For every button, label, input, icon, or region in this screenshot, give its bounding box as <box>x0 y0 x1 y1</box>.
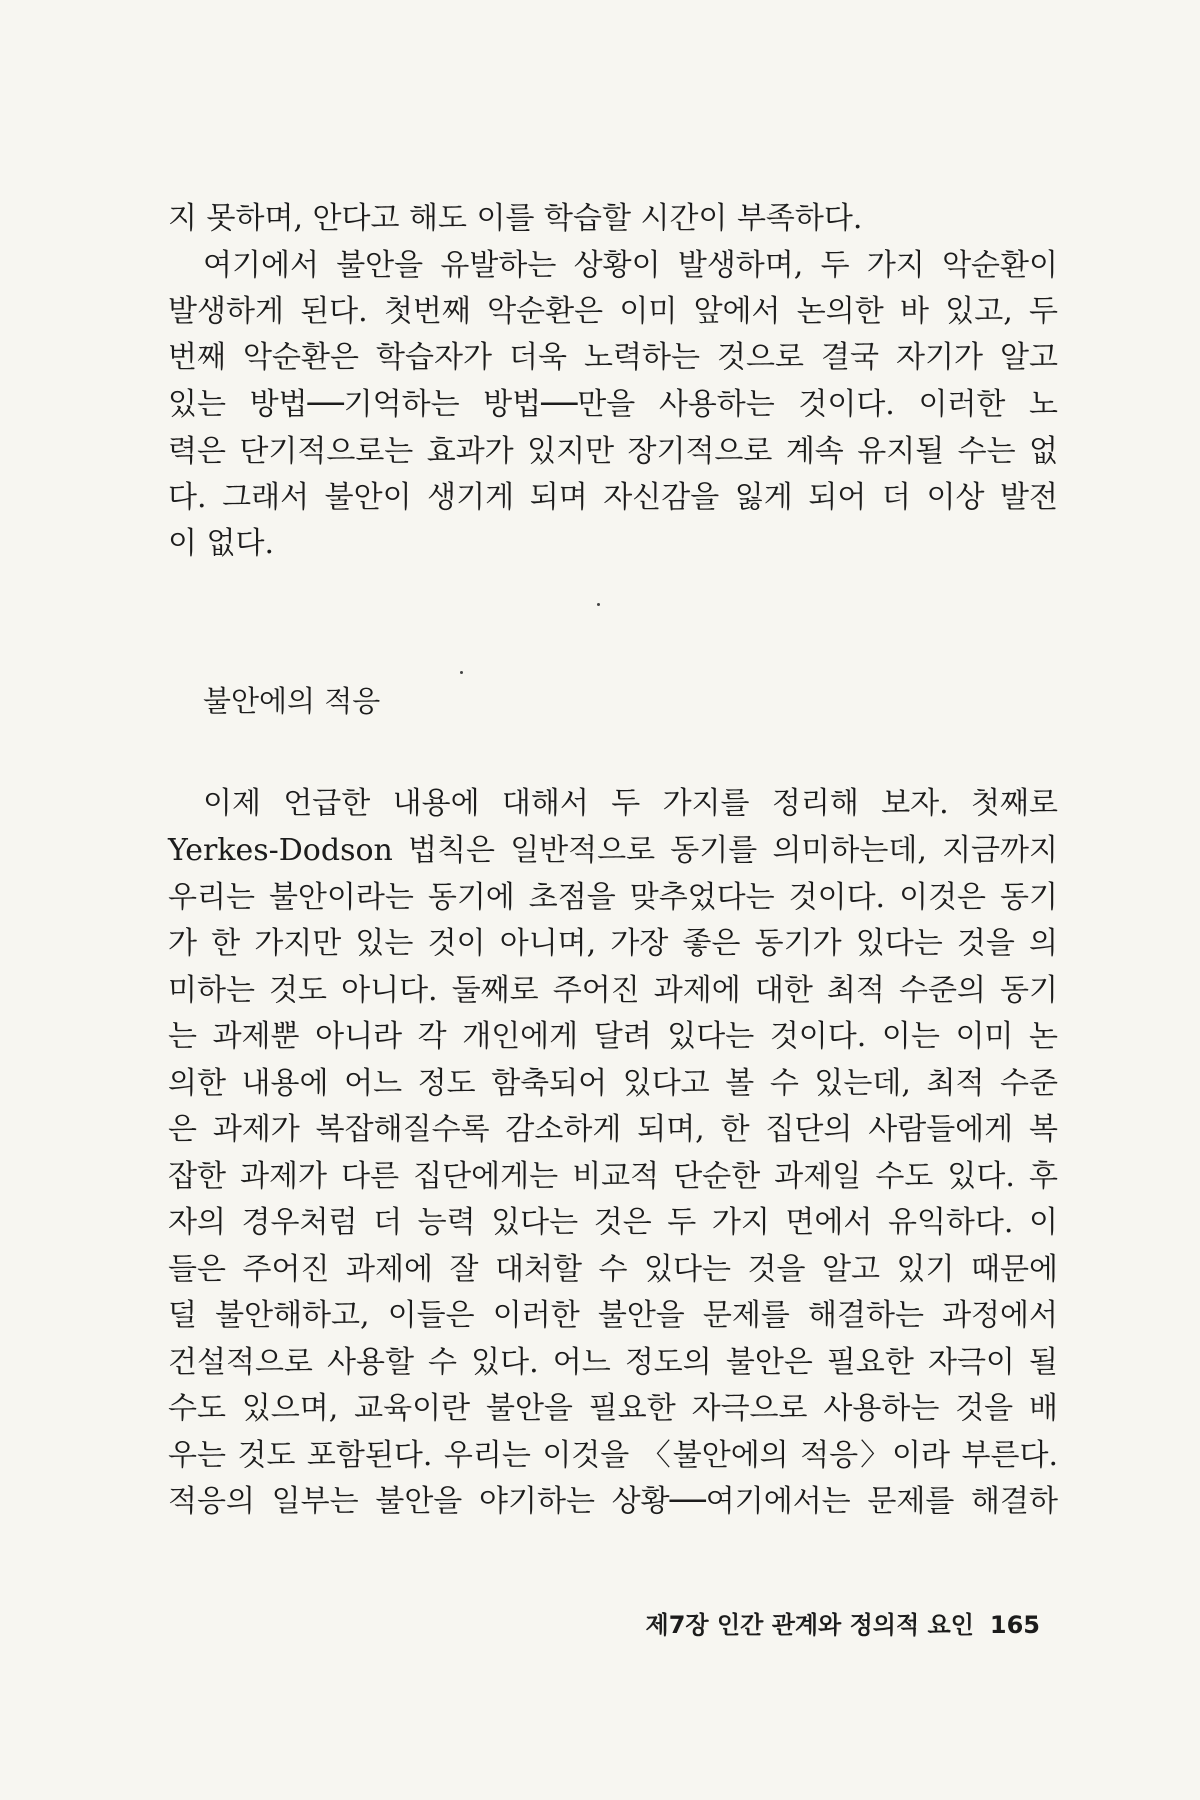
text-line: 잡한 과제가 다른 집단에게는 비교적 단순한 과제일 수도 있다. 후 <box>168 1159 1058 1194</box>
text-line: 가 한 가지만 있는 것이 아니며, 가장 좋은 동기가 있다는 것을 의 <box>168 926 1058 961</box>
text-line: 덜 불안해하고, 이들은 이러한 불안을 문제를 해결하는 과정에서 <box>168 1298 1058 1333</box>
text-line: 수도 있으며, 교육이란 불안을 필요한 자극으로 사용하는 것을 배 <box>168 1391 1058 1426</box>
text-line: 는 과제뿐 아니라 각 개인에게 달려 있다는 것이다. 이는 이미 논 <box>168 1019 1058 1054</box>
text-line: 우리는 불안이라는 동기에 초점을 맞추었다는 것이다. 이것은 동기 <box>168 880 1058 915</box>
text-line: 이제 언급한 내용에 대해서 두 가지를 정리해 보자. 첫째로 <box>203 786 1058 821</box>
text-line: 여기에서 불안을 유발하는 상황이 발생하며, 두 가지 악순환이 <box>203 248 1058 283</box>
text-line: 건설적으로 사용할 수 있다. 어느 정도의 불안은 필요한 자극이 될 <box>168 1345 1058 1380</box>
page-number: 165 <box>989 1611 1040 1639</box>
page-footer <box>620 1609 1040 1641</box>
text-line: 적응의 일부는 불안을 야기하는 상황──여기에서는 문제를 해결하 <box>168 1484 1058 1519</box>
text-line: 이 없다. <box>168 526 275 561</box>
text-line: Yerkes-Dodson 법칙은 일반적으로 동기를 의미하는데, 지금까지 <box>168 833 1058 868</box>
text-line: 발생하게 된다. 첫번째 악순환은 이미 앞에서 논의한 바 있고, 두 <box>168 294 1058 329</box>
section-heading: 불안에의 적응 <box>203 684 381 718</box>
scan-speck <box>597 603 600 606</box>
text-line: 번째 악순환은 학습자가 더욱 노력하는 것으로 결국 자기가 알고 <box>168 340 1058 375</box>
text-line: 력은 단기적으로는 효과가 있지만 장기적으로 계속 유지될 수는 없 <box>168 434 1058 469</box>
text-line: 다. 그래서 불안이 생기게 되며 자신감을 잃게 되어 더 이상 발전 <box>168 480 1058 515</box>
text-line: 우는 것도 포함된다. 우리는 이것을 〈불안에의 적응〉이라 부른다. <box>168 1438 1058 1473</box>
text-line: 있는 방법──기억하는 방법──만을 사용하는 것이다. 이러한 노 <box>168 387 1058 422</box>
text-line: 지 못하며, 안다고 해도 이를 학습할 시간이 부족하다. <box>168 201 863 236</box>
scan-speck <box>460 671 463 674</box>
text-line: 자의 경우처럼 더 능력 있다는 것은 두 가지 면에서 유익하다. 이 <box>168 1205 1058 1240</box>
text-line: 은 과제가 복잡해질수록 감소하게 되며, 한 집단의 사람들에게 복 <box>168 1112 1058 1147</box>
chapter-title: 제7장 인간 관계와 정의적 요인 <box>645 1611 974 1639</box>
text-line: 의한 내용에 어느 정도 함축되어 있다고 볼 수 있는데, 최적 수준 <box>168 1066 1058 1101</box>
text-line: 들은 주어진 과제에 잘 대처할 수 있다는 것을 알고 있기 때문에 <box>168 1252 1058 1287</box>
text-line: 미하는 것도 아니다. 둘째로 주어진 과제에 대한 최적 수준의 동기 <box>168 973 1058 1008</box>
